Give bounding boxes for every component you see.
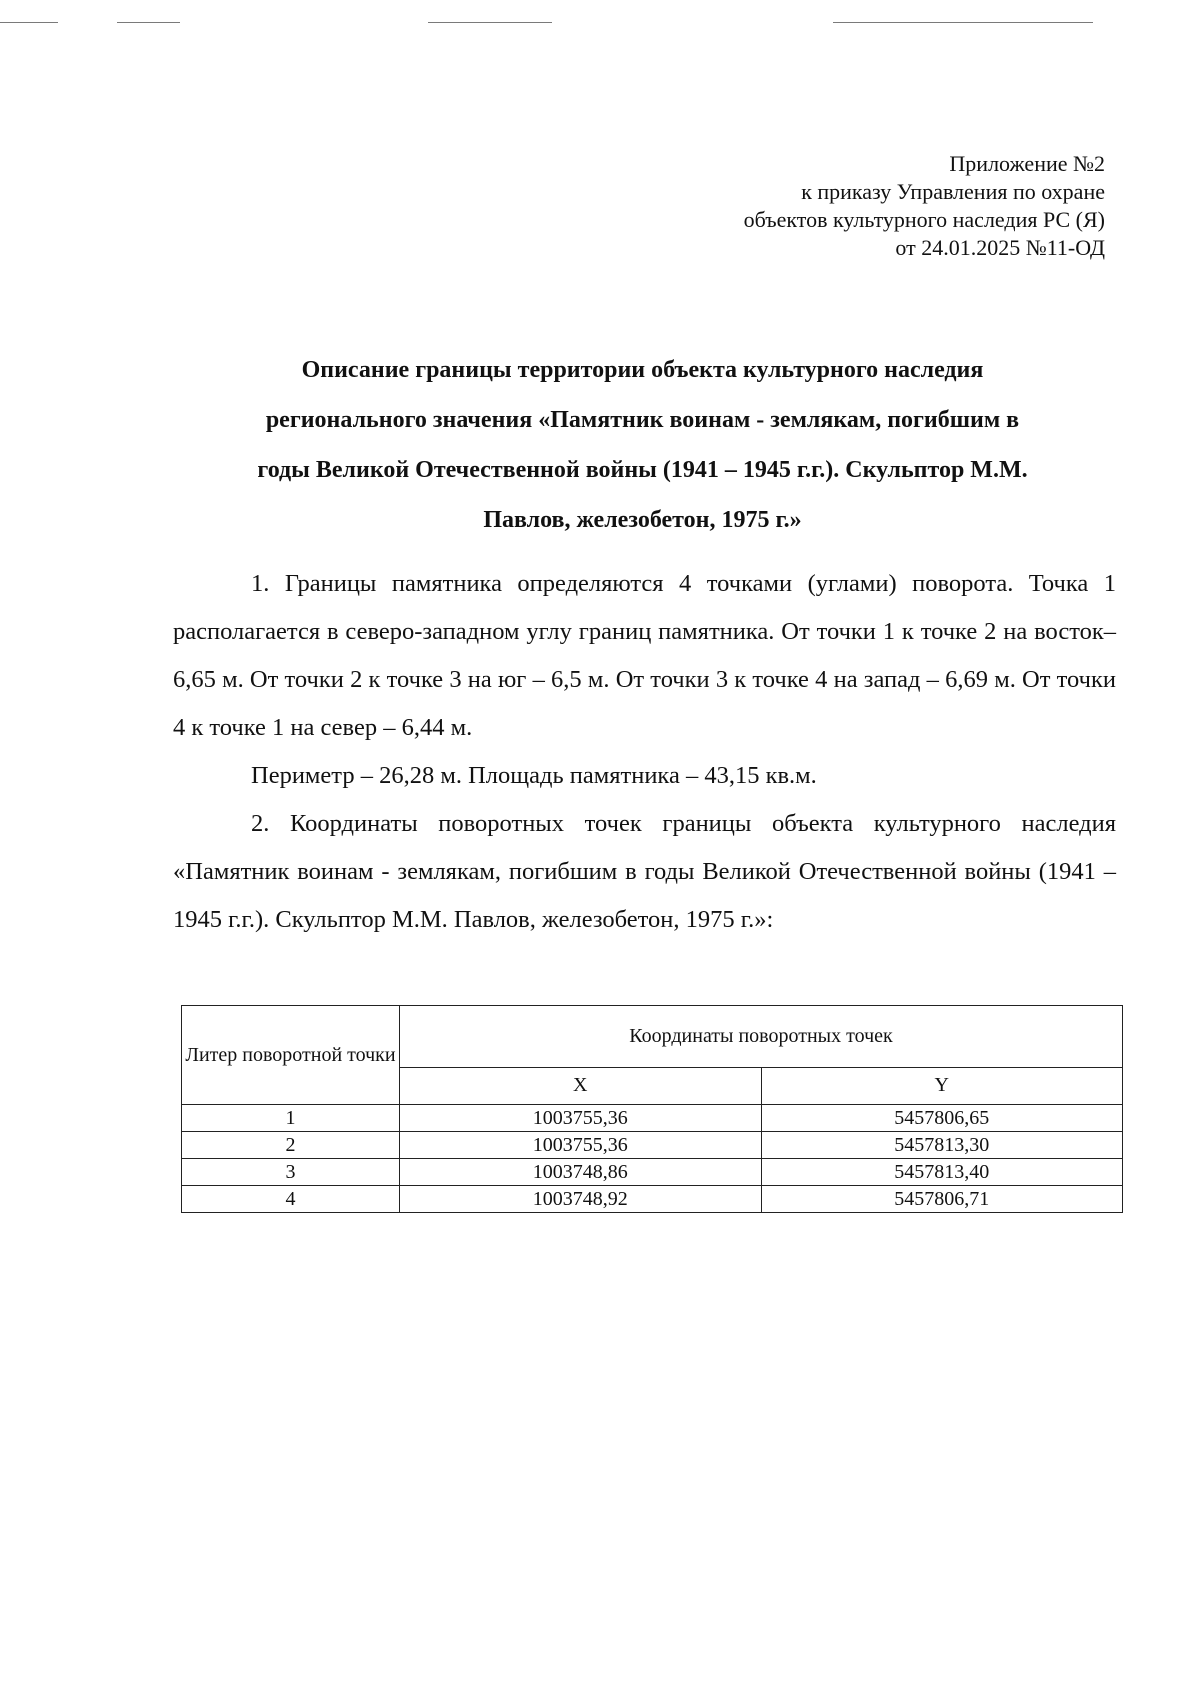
boundary-description: 1. Границы памятника определяются 4 точками (углами) поворота. Точка 1 располагается в северо-западном углу границ памятника. От точки 1 к точке 2 на восток– 6,65 м. От точки 2 к точке 3 на юг – 6,5 м. От точки 3 к точке 4 на запад – 6,69 м. От точки 4 к точке 1 на север – 6,44 м. bbox=[173, 570, 1116, 741]
point-liter: 3 bbox=[182, 1159, 400, 1186]
appendix-number: Приложение №2 bbox=[949, 151, 1105, 176]
order-authority: объектов культурного наследия РС (Я) bbox=[743, 207, 1105, 232]
table-row bbox=[182, 1186, 1123, 1213]
point-liter: 2 bbox=[182, 1132, 400, 1159]
order-date: от 24.01.2025 №11-ОД bbox=[895, 235, 1105, 260]
point-y: 5457806,71 bbox=[761, 1186, 1123, 1213]
scan-line bbox=[428, 22, 552, 23]
perimeter-area: Периметр – 26,28 м. Площадь памятника – 43,15 кв.м. bbox=[251, 762, 817, 789]
title-line: Описание границы территории объекта культурного наследия bbox=[301, 357, 984, 383]
scan-artifact-lines bbox=[0, 0, 1200, 30]
title-line: Павлов, железобетон, 1975 г.» bbox=[483, 507, 802, 533]
column-header-coordinates: Координаты поворотных точек bbox=[400, 1006, 1123, 1068]
point-x: 1003755,36 bbox=[400, 1105, 762, 1132]
table-row bbox=[182, 1105, 1123, 1132]
scan-line bbox=[833, 22, 1093, 23]
point-x: 1003755,36 bbox=[400, 1132, 762, 1159]
point-y: 5457813,30 bbox=[761, 1132, 1123, 1159]
column-header-liter: Литер поворотной точки bbox=[182, 1006, 400, 1105]
point-y: 5457806,65 bbox=[761, 1105, 1123, 1132]
point-x: 1003748,92 bbox=[400, 1186, 762, 1213]
column-header-y: Y bbox=[761, 1067, 1123, 1104]
table-row bbox=[182, 1132, 1123, 1159]
order-reference: к приказу Управления по охране bbox=[801, 179, 1105, 204]
point-x: 1003748,86 bbox=[400, 1159, 762, 1186]
coordinates-table bbox=[181, 1005, 1123, 1213]
coordinates-intro: 2. Координаты поворотных точек границы объекта культурного наследия «Памятник воинам - землякам, погибшим в годы Великой Отечественной войны (1941 – 1945 г.г.). Скульптор М.М. Павлов, железобетон, 1975 г.»: bbox=[173, 810, 1116, 933]
column-header-x: X bbox=[400, 1067, 762, 1104]
scan-line bbox=[117, 22, 180, 23]
document-title bbox=[170, 345, 1115, 545]
document-body bbox=[173, 560, 1116, 944]
point-liter: 4 bbox=[182, 1186, 400, 1213]
title-line: годы Великой Отечественной войны (1941 – 1945 г.г.). Скульптор М.М. bbox=[257, 457, 1028, 483]
scan-line bbox=[0, 22, 58, 23]
table-row bbox=[182, 1159, 1123, 1186]
appendix-header bbox=[744, 150, 1105, 262]
point-y: 5457813,40 bbox=[761, 1159, 1123, 1186]
point-liter: 1 bbox=[182, 1105, 400, 1132]
title-line: регионального значения «Памятник воинам - землякам, погибшим в bbox=[265, 407, 1020, 433]
